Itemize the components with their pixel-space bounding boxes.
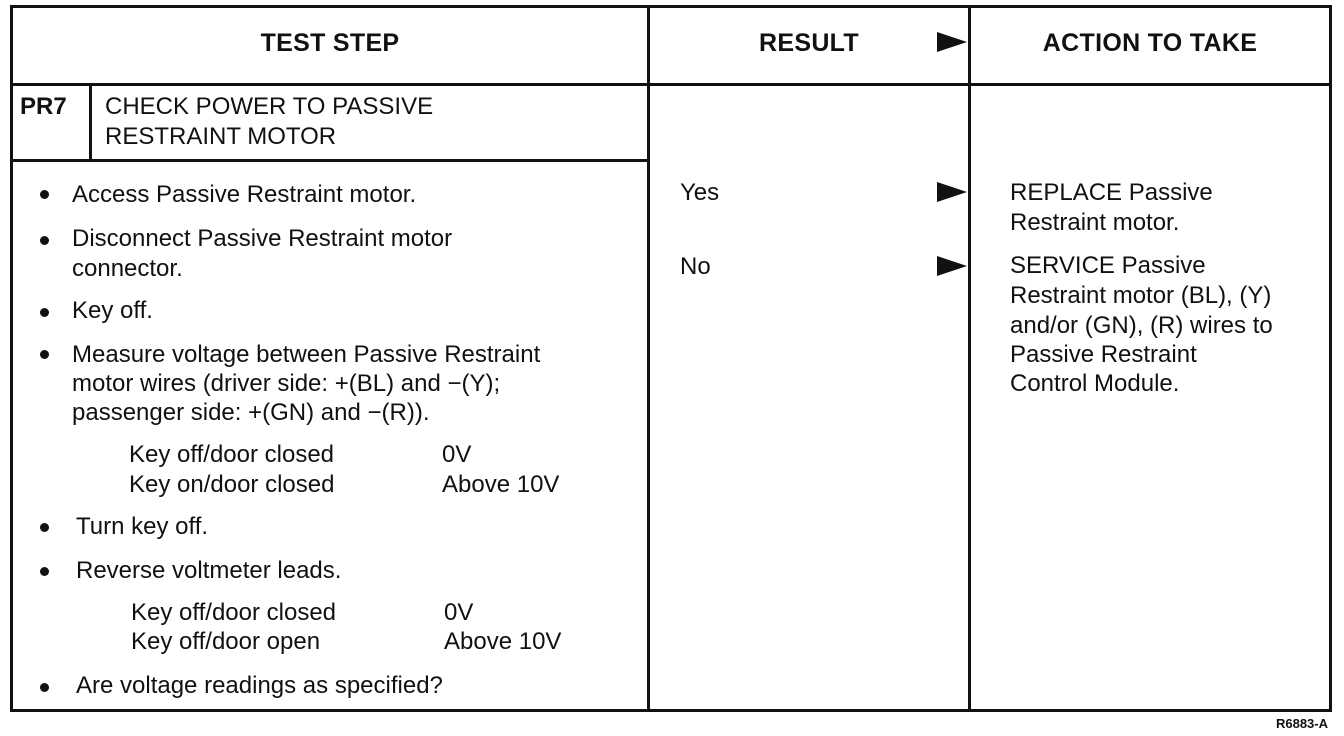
instruction-4-line1: Measure voltage between Passive Restraint — [72, 341, 541, 368]
instruction-2-line2: connector. — [72, 255, 183, 282]
instruction-1: Access Passive Restraint motor. — [72, 181, 417, 208]
action-no-line2: Restraint motor (BL), (Y) — [1010, 282, 1272, 309]
spec2-condition-2: Key off/door open — [131, 628, 321, 655]
action-yes-line1: REPLACE Passive — [1010, 179, 1213, 206]
step-title-line2: RESTRAINT MOTOR — [105, 123, 337, 150]
header-arrow-icon — [937, 32, 967, 52]
bullet-icon — [40, 236, 49, 245]
spec1-condition-1: Key off/door closed — [129, 441, 335, 468]
instruction-4-line3: passenger side: +(GN) and −(R)). — [72, 399, 430, 426]
table-bottom-border — [10, 709, 1332, 712]
step-title-line1: CHECK POWER TO PASSIVE — [105, 93, 434, 120]
table-right-border — [1329, 5, 1332, 712]
bullet-icon — [40, 567, 49, 576]
instruction-2-line1: Disconnect Passive Restraint motor — [72, 225, 453, 252]
spec1-value-2: Above 10V — [442, 471, 560, 498]
bullet-icon — [40, 683, 49, 692]
table-left-border — [10, 5, 13, 712]
column-divider-result — [647, 5, 650, 712]
action-no-line4: Passive Restraint — [1010, 341, 1197, 368]
step-title-divider — [10, 159, 650, 162]
instruction-6: Reverse voltmeter leads. — [76, 557, 342, 584]
step-id-divider — [89, 83, 92, 162]
bullet-icon — [40, 350, 49, 359]
action-no-line5: Control Module. — [1010, 370, 1180, 397]
instruction-7: Are voltage readings as specified? — [76, 672, 443, 699]
bullet-icon — [40, 308, 49, 317]
instruction-4-line2: motor wires (driver side: +(BL) and −(Y); — [72, 370, 501, 397]
header-divider — [10, 83, 1332, 86]
result-no: No — [680, 253, 711, 280]
result-no-arrow-icon — [937, 256, 967, 276]
header-test-step: TEST STEP — [260, 29, 400, 57]
column-divider-action — [968, 5, 971, 712]
bullet-icon — [40, 523, 49, 532]
action-no-line3: and/or (GN), (R) wires to — [1010, 312, 1273, 339]
spec2-condition-1: Key off/door closed — [131, 599, 337, 626]
figure-reference: R6883-A — [1275, 716, 1328, 731]
spec2-value-1: 0V — [444, 599, 474, 626]
step-id: PR7 — [20, 93, 67, 120]
instruction-3: Key off. — [72, 297, 153, 324]
action-no-line1: SERVICE Passive — [1010, 252, 1206, 279]
header-action: ACTION TO TAKE — [1042, 29, 1258, 57]
spec2-value-2: Above 10V — [444, 628, 562, 655]
action-yes-line2: Restraint motor. — [1010, 209, 1180, 236]
result-yes-arrow-icon — [937, 182, 967, 202]
spec1-condition-2: Key on/door closed — [129, 471, 335, 498]
bullet-icon — [40, 190, 49, 199]
result-yes: Yes — [680, 179, 720, 206]
header-result: RESULT — [759, 29, 859, 57]
table-top-border — [10, 5, 1332, 8]
instruction-5: Turn key off. — [76, 513, 209, 540]
spec1-value-1: 0V — [442, 441, 472, 468]
